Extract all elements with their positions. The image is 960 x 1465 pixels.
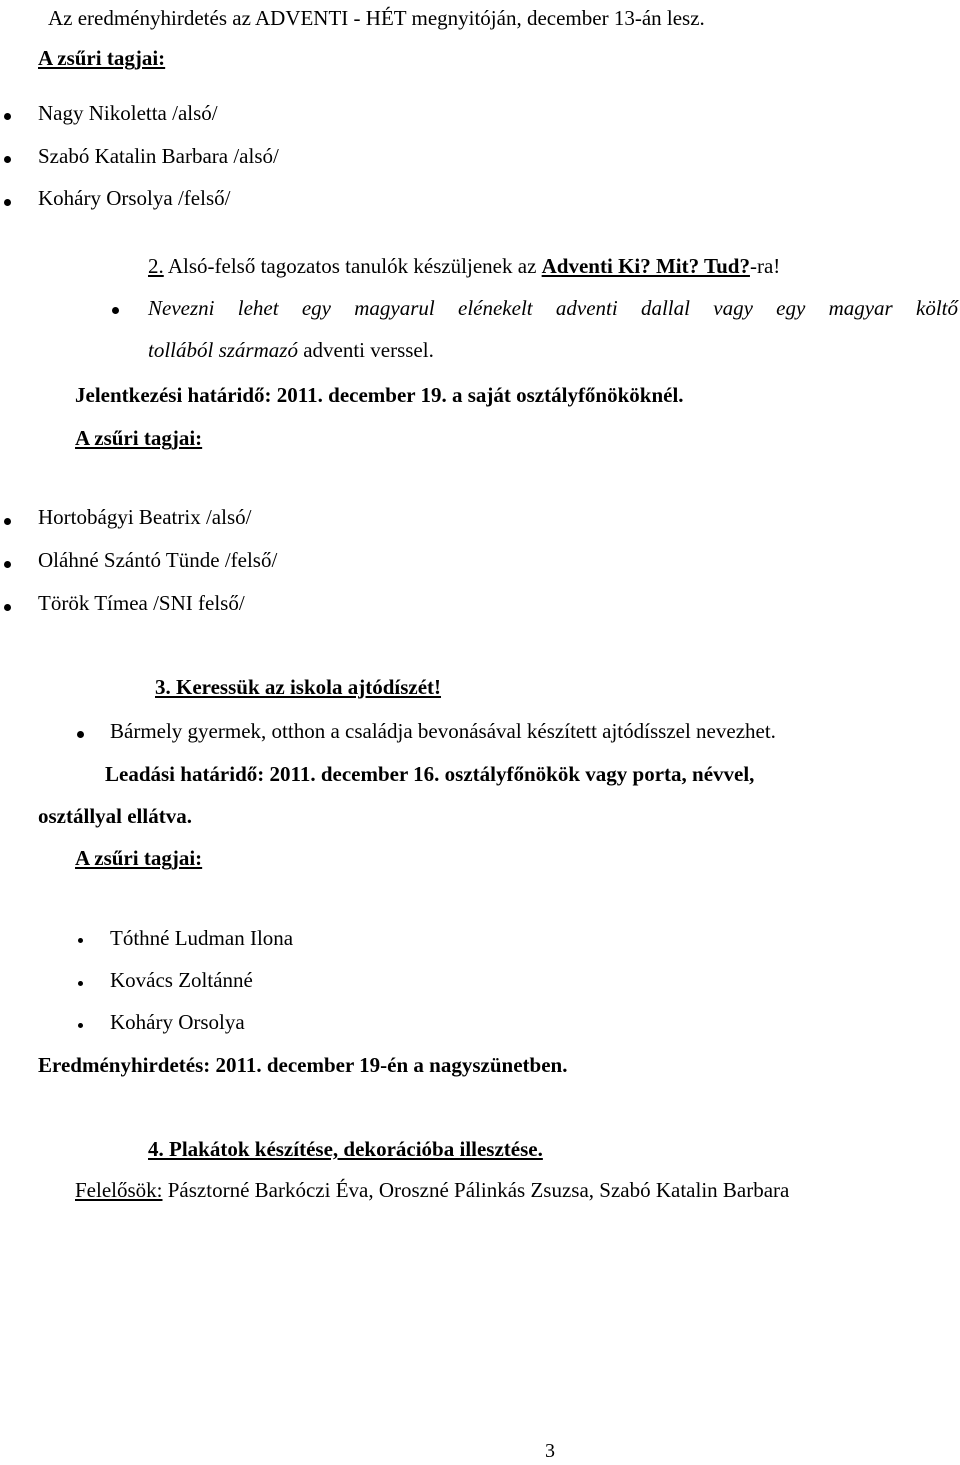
section-4-responsible <box>75 1178 789 1203</box>
jury-member: Szabó Katalin Barbara /alsó/ <box>38 144 279 168</box>
bullet-icon <box>112 307 119 314</box>
section-2-bullet-line-2: tollából származó adventi verssel. <box>148 338 434 362</box>
section-2-bullet-line-1: Nevezni lehet egy magyarul elénekelt adventi dallal vagy egy magyar költő <box>148 296 958 320</box>
section-2-title: 2. Alsó-felső tagozatos tanulók készüljenek az Adventi Ki? Mit? Tud?-ra! <box>148 254 781 278</box>
bullet-icon <box>78 981 83 986</box>
jury-member: Koháry Orsolya <box>110 1010 245 1034</box>
jury-member: Kovács Zoltánné <box>110 968 253 992</box>
jury-member: Hortobágyi Beatrix /alsó/ <box>38 505 252 529</box>
bullet-icon <box>77 731 84 738</box>
section-3-bullet: Bármely gyermek, otthon a családja bevonásával készített ajtódísszel nevezhet. <box>110 719 776 743</box>
intro-text: Az eredményhirdetés az ADVENTI - HÉT megnyitóján, december 13-án lesz. <box>48 6 705 30</box>
bullet-icon <box>4 518 11 525</box>
jury-heading-3: A zsűri tagjai: <box>75 846 203 870</box>
section-3-title: 3. Keressük az iskola ajtódíszét! <box>155 675 442 699</box>
jury-heading-1: A zsűri tagjai: <box>38 46 166 70</box>
bullet-icon <box>78 1023 83 1028</box>
page-number: 3 <box>545 1440 555 1462</box>
bullet-icon <box>4 199 11 206</box>
jury-member: Tóthné Ludman Ilona <box>110 926 294 950</box>
section-3-deadline-line-1: Leadási határidő: 2011. december 16. osztályfőnökök vagy porta, névvel, <box>105 762 755 786</box>
jury-member: Koháry Orsolya /felső/ <box>38 186 231 210</box>
section-4-title: 4. Plakátok készítése, dekorációba illesztése. <box>148 1137 543 1161</box>
responsible-names: Pásztorné Barkóczi Éva, Oroszné Pálinkás Zsuzsa, Szabó Katalin Barbara <box>162 1178 790 1202</box>
bullet-icon <box>4 113 11 120</box>
jury-heading-2: A zsűri tagjai: <box>75 426 203 450</box>
section-2-deadline: Jelentkezési határidő: 2011. december 19. a saját osztályfőnököknél. <box>75 383 684 407</box>
section-3-results: Eredményhirdetés: 2011. december 19-én a nagyszünetben. <box>38 1053 568 1077</box>
jury-member: Török Tímea /SNI felső/ <box>38 591 245 615</box>
bullet-icon <box>4 561 11 568</box>
bullet-icon <box>4 604 11 611</box>
responsible-label: Felelősök: <box>75 1178 163 1202</box>
jury-member: Nagy Nikoletta /alsó/ <box>38 101 218 125</box>
bullet-icon <box>4 156 11 163</box>
jury-member: Oláhné Szántó Tünde /felső/ <box>38 548 278 572</box>
bullet-icon <box>78 938 83 943</box>
section-3-deadline-line-2: osztállyal ellátva. <box>38 804 192 828</box>
